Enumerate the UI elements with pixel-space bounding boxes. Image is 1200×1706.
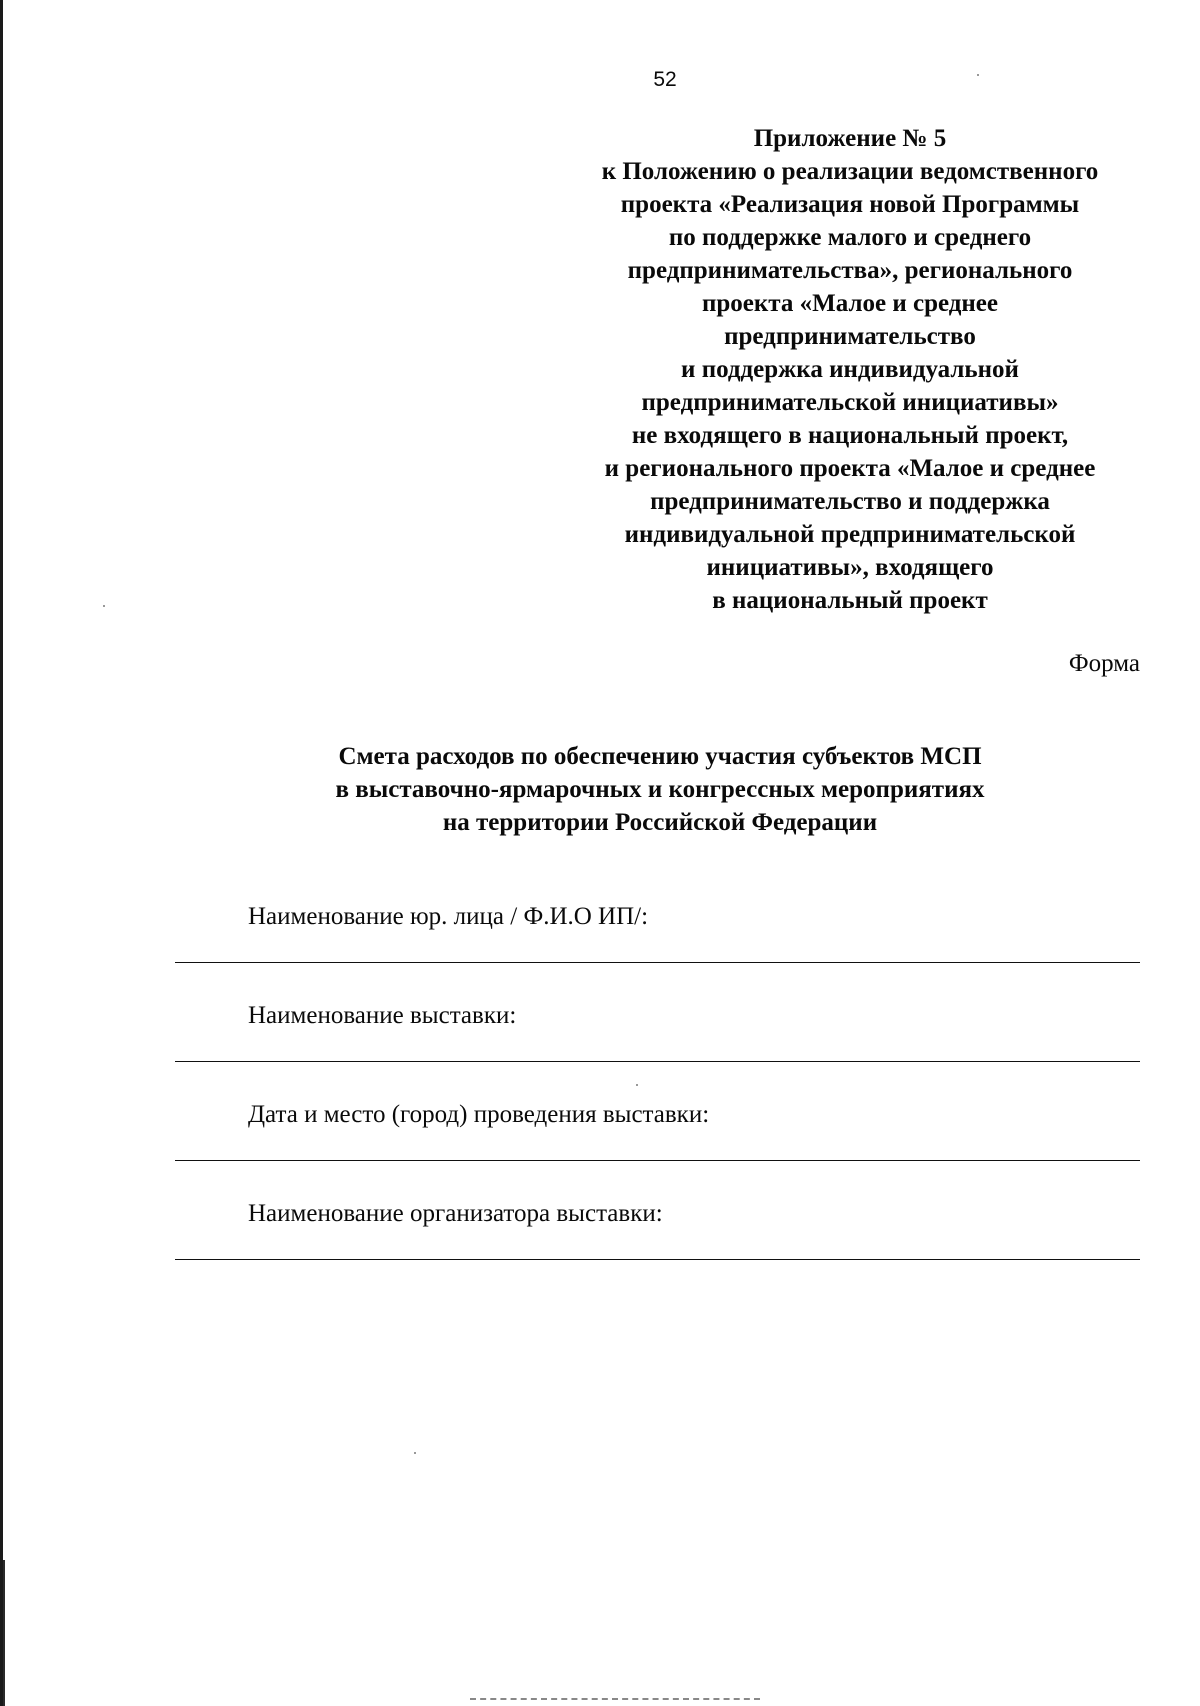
title-line: на территории Российской Федерации bbox=[442, 809, 878, 836]
appendix-header bbox=[535, 122, 1165, 617]
form-label: Форма bbox=[1068, 650, 1140, 677]
scan-footer-dots bbox=[470, 1698, 760, 1700]
appendix-line: и поддержка индивидуальной bbox=[681, 356, 1019, 383]
field-label-legal-entity: Наименование юр. лица / Ф.И.О ИП/: bbox=[248, 903, 649, 930]
appendix-line: не входящего в национальный проект, bbox=[631, 422, 1069, 449]
appendix-line: предпринимательской инициативы» bbox=[641, 389, 1059, 416]
appendix-line: и регионального проекта «Малое и среднее bbox=[604, 455, 1096, 482]
field-label-exhibition-name: Наименование выставки: bbox=[248, 1002, 517, 1029]
page-number: 52 bbox=[653, 68, 677, 91]
scan-speck bbox=[103, 605, 105, 607]
field-label-organizer: Наименование организатора выставки: bbox=[248, 1200, 663, 1227]
appendix-line: проекта «Малое и среднее bbox=[702, 290, 998, 317]
appendix-line: инициативы», входящего bbox=[706, 554, 994, 581]
scan-speck bbox=[414, 1452, 416, 1454]
appendix-line: индивидуальной предпринимательской bbox=[624, 521, 1076, 548]
title-line: в выставочно-ярмарочных и конгрессных мероприятиях bbox=[335, 776, 985, 803]
appendix-line: в национальный проект bbox=[712, 587, 988, 614]
title-line: Смета расходов по обеспечению участия субъектов МСП bbox=[338, 743, 982, 770]
field-fill-line-legal-entity[interactable] bbox=[175, 962, 1140, 963]
appendix-line: предпринимательства», регионального bbox=[627, 257, 1073, 284]
field-fill-line-exhibition-name[interactable] bbox=[175, 1061, 1140, 1062]
document-title bbox=[210, 740, 1110, 839]
field-label-date-place: Дата и место (город) проведения выставки: bbox=[248, 1101, 710, 1128]
appendix-line: по поддержке малого и среднего bbox=[668, 224, 1032, 251]
appendix-line: Приложение № 5 bbox=[753, 125, 947, 152]
appendix-line: предпринимательство и поддержка bbox=[650, 488, 1050, 515]
appendix-line: к Положению о реализации ведомственного bbox=[601, 158, 1099, 185]
appendix-line: проекта «Реализация новой Программы bbox=[620, 191, 1080, 218]
scan-speck bbox=[636, 1084, 638, 1086]
scan-speck bbox=[977, 74, 979, 76]
scan-edge-left bbox=[0, 0, 3, 1706]
scan-edge-left-lower bbox=[3, 1560, 5, 1706]
field-fill-line-date-place[interactable] bbox=[175, 1160, 1140, 1161]
field-fill-line-organizer[interactable] bbox=[175, 1259, 1140, 1260]
appendix-line: предпринимательство bbox=[724, 323, 976, 350]
